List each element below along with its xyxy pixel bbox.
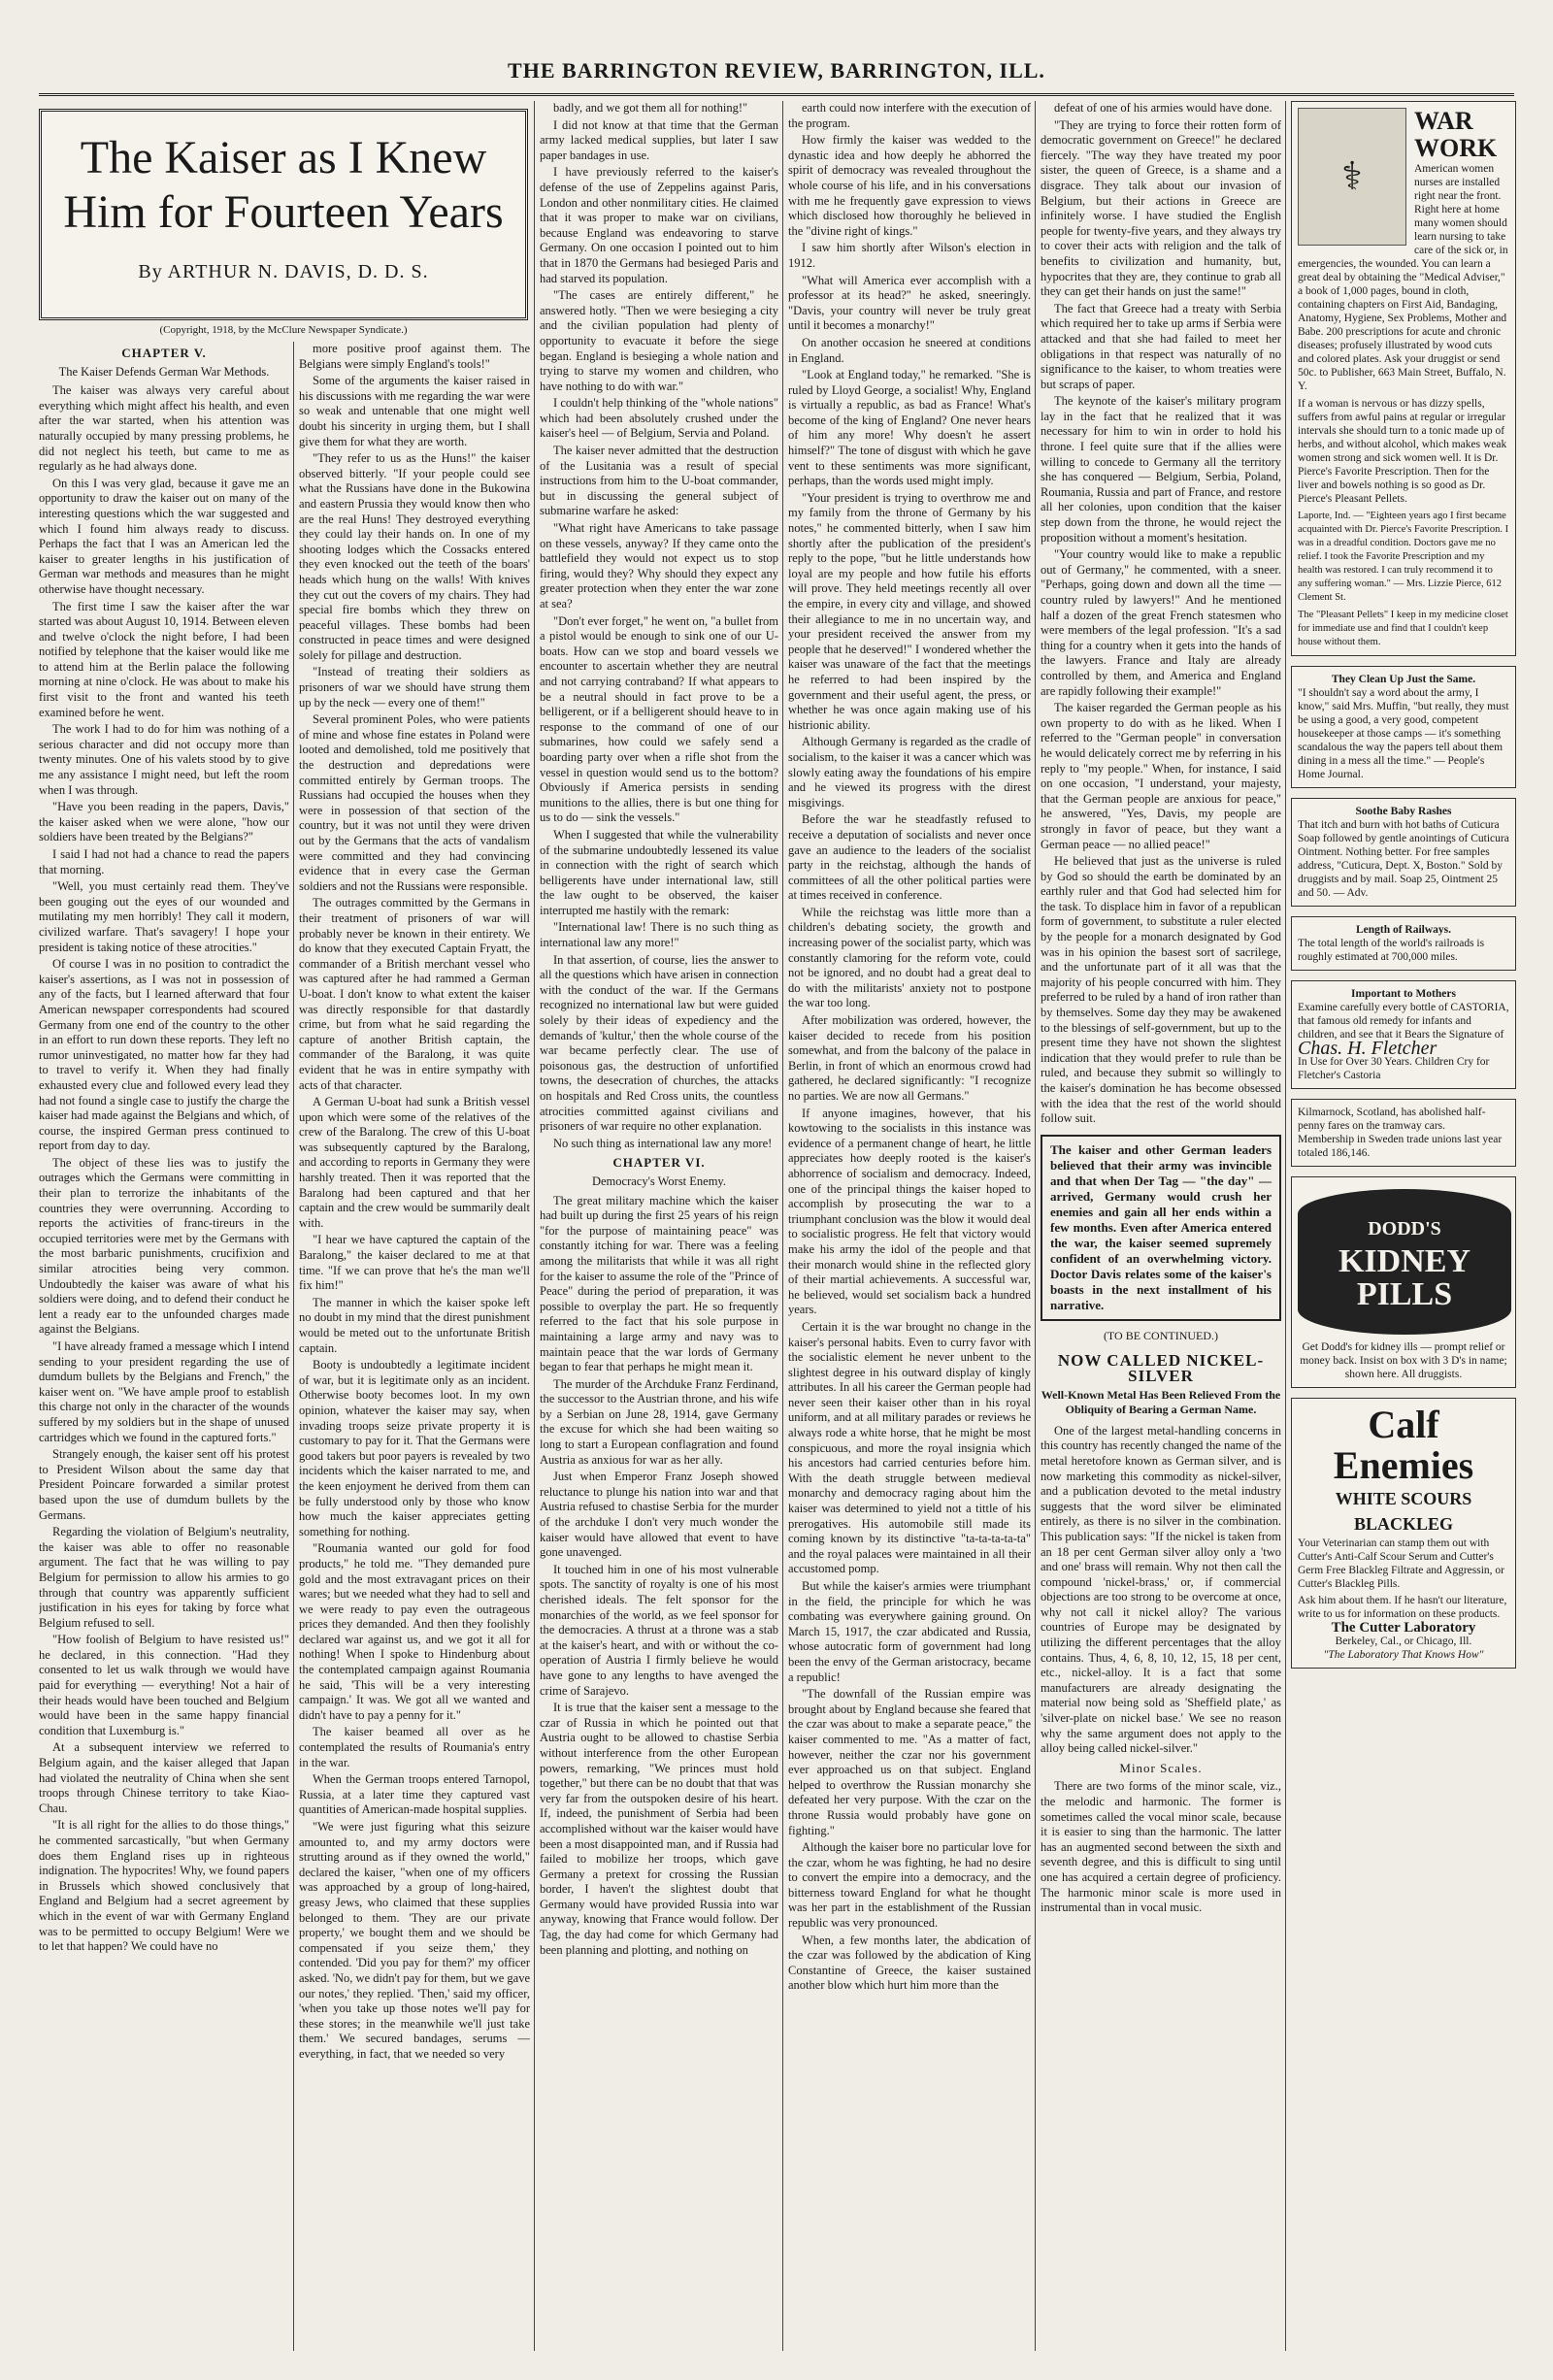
paragraph: But while the kaiser's armies were triumphant in the field, the principle for which he was combating was everywhere gaining ground. On March 15, 1917, the czar abdicated and Russia, whose autocratic form of government had long been the envy of the German aristocracy, became a republic!: [788, 1579, 1031, 1684]
paragraph: "They refer to us as the Huns!" the kaiser observed bitterly. "If your people could see what the Russians have done in the Bukowina and eastern Prussia they would know then who are the real Huns! They destroyed everything they could lay their hands on. In one of my shooting lodges which the Cossacks entered they even knocked out the teeth of the boars' heads which hung on the walls! With knives they cut out the covers of my chairs. They had special fire bombs which they threw on peaceful villages. These bombs had been constructed in peace times and were designed solely for pillage and destruction.: [299, 451, 530, 662]
cutter-body: Your Veterinarian can stamp them out with Cutter's Anti-Calf Scour Serum and Cutter's Germ Free Blackleg Filtrate and Aggressin, or Cutter's Blackleg Pills.: [1298, 1537, 1505, 1590]
paragraph: Certain it is the war brought no change in the kaiser's personal habits. Even to curry favor with the socialistic element he never unbent to the slightest degree in his outward display of kingly attributes. In all his career the German people had never seen their kaiser other than in his royal uniform, and at all military parades or reviews he always rode a white horse, that he might be most conspicuous, and more the royal insignia which his ancestors had carried centuries before him. With the death struggle between medieval monarchy and democracy raging about him the kaiser was determined to yield not a tittle of his prerogatives. His automobile still made its coming known by its distinctive "ta-ta-ta-ta-ta" and the royal palaces were maintained in all their accustomed pomp.: [788, 1319, 1031, 1576]
paragraph: When I suggested that while the vulnerability of the submarine undoubtedly lessened its value in connection with the right of search which belligerents have under international law, still the law ought to be observed, the kaiser interrupted me hastily with the remark:: [540, 827, 778, 917]
paragraph: The keynote of the kaiser's military program lay in the fact that he realized that it was necessary for him to win in order to hold his throne. I feel quite sure that if the allies were willing to concede to Germany all the territory she has conquered — Belgium, Serbia, Poland, Roumania, Russia and part of France, and restore all her colonies, upon condition that the kaiser step down from the throne, he would reject the proposition without a moment's hesitation.: [1041, 394, 1281, 545]
cutter-address: Berkeley, Cal., or Chicago, Ill.: [1335, 1636, 1472, 1647]
cutter-tagline: "The Laboratory That Knows How": [1323, 1649, 1484, 1661]
paragraph: When the German troops entered Tarnopol, Russia, at a later time they captured vast quantities of American-made hospital supplies.: [299, 1772, 530, 1817]
cutter-sub-1: WHITE SCOURS: [1335, 1489, 1472, 1508]
paragraph: Strangely enough, the kaiser sent off his protest to President Wilson about the same day that President Poincare forwarded a similar protest based upon the use of dumdum bullets by the Germans.: [39, 1447, 289, 1522]
column-3: [540, 101, 778, 2351]
paragraph: When, a few months later, the abdication of the czar was followed by the abdication of King Constantine of Greece, the kaiser sustained another blow which hurt him more than the: [788, 1933, 1031, 1993]
column-2: [299, 342, 530, 2351]
paragraph: He believed that just as the universe is ruled by God so should the earth be dominated by an earthly ruler and that God had selected him for the task. To displace him in favor of a republican form of government, to substitute a ruler elected by the people for a monarch designated by God was in his opinion the basest sort of sacrilege, and the unfortunate part of it all was that the majority of his people concurred with him. They preferred to be ruled by a hand of iron rather than by themselves. Some day they may be awakened to the blessings of self-government, but up to the present time they have not shown the slightest indication that they would prefer to rule than be ruled, and because they submit so willingly to the kaiser's domination he has become obsessed with the idea that the rest of the world should follow suit.: [1041, 854, 1281, 1126]
railways-body: The total length of the world's railroads is roughly estimated at 700,000 miles.: [1298, 938, 1485, 963]
paragraph: Some of the arguments the kaiser raised in his discussions with me regarding the war were so weak and untenable that one might well doubt his sincerity in urging them, but I shall give them for what they are worth.: [299, 374, 530, 448]
article-title: The Kaiser as I Knew Him for Fourteen Years: [63, 132, 504, 238]
paragraph: "It is all right for the allies to do those things," he commented sarcastically, "but when Germany does them England rises up in righteous indignation. The hypocrites! Why, we found papers in Brussels which showed conclusively that England and Belgium had a secret agreement by which in the event of war with Germany England was to be permitted to occupy Belgium! Were we to let that happen? We could have no: [39, 1818, 289, 1954]
paragraph: The fact that Greece had a treaty with Serbia which required her to take up arms if Serbia were attacked and that she had failed to meet her obligations in that respect was naturally of no significance to the kaiser, to whom treaties were but scraps of paper.: [1041, 301, 1281, 391]
kilmarnock-item: [1291, 1099, 1516, 1167]
paragraph: "How foolish of Belgium to have resisted us!" he declared, in this connection. "Had they consented to let us walk through we would have paid for everything — everything! Not a hair of their heads would have been touched and Belgium would have been in the same happy financial condition that Luxemburg is.": [39, 1633, 289, 1737]
paragraph: "Well, you must certainly read them. They've been gouging out the eyes of our wounded and mutilating my men horribly! They call it modern, civilized warfare. That's savagery! I hope your president is taking notice of these atrocities.": [39, 879, 289, 954]
tin-mid-label: KIDNEY: [1338, 1243, 1471, 1279]
editor-note-box: The kaiser and other German leaders believed that their army was invincible and that when Der Tag — "the day" — arrived, Germany would crush her enemies and gain all her ends within a few months. Even after America entered the war, the kaiser seemed supremely confident of an overwhelming victory. Doctor Davis relates some of the kaiser's boasts in the next installment of his narrative.: [1041, 1135, 1281, 1321]
clean-up-title: They Clean Up Just the Same.: [1331, 674, 1476, 685]
nickel-silver-headline: NOW CALLED NICKEL-SILVER: [1057, 1351, 1265, 1385]
paragraph: earth could now interfere with the execution of the program.: [788, 101, 1031, 130]
paragraph: Just when Emperor Franz Joseph showed reluctance to plunge his nation into war and that Austria refused to chastise Serbia for the murder of the archduke I don't very much wonder the kaiser would have allowed that event to have gone unavenged.: [540, 1470, 778, 1560]
column-rule: [293, 342, 294, 2351]
dodds-caption: Get Dodd's for kidney ills — prompt relief or money back. Insist on box with 3 D's in name; shown here. All druggists.: [1300, 1341, 1507, 1380]
ads-column: [1291, 101, 1516, 2351]
railways-title: Length of Railways.: [1355, 924, 1452, 936]
paragraph: One of the largest metal-handling concerns in this country has recently changed the name of the metal heretofore known as German silver, and is now marketing this commodity as nickel-silver, and a publication devoted to the metal industry suggests that the word silver be eliminated entirely, as there is no silver in the combination. This publication says: "If the nickel is taken from an 18 per cent German silver alloy only a 'two and one' brass will remain. Why not then call the compound 'nickel-brass,' or, if commercial objections are too strong to be overcome at once, why not call it nickel alloy? The various countries of Europe may be designated by utilizing the different percentages that the alloy contains. Thus, 4, 6, 8, 10, 12, 15, 18 per cent, etc., nickel-alloy. It is a fact that some manufacturers are already designating the material now being sold as 'Sheffield plate,' as 'silver-plate on nickel base.' We see no reason why the same argument does not apply to the alloy being called nickel-silver.": [1041, 1423, 1281, 1756]
paragraph: The kaiser regarded the German people as his own property to do with as he liked. When I referred to the "German people" in conversation he would delicately correct me by referring in his reply to "my people." When, for instance, I said on one occasion, "I understand, your majesty, that the German people are anxious for peace," he answered, "Yes, Davis, my people are strongly in favor of peace, but they want a German peace — no allied peace!": [1041, 701, 1281, 851]
paragraph: "I hear we have captured the captain of the Baralong," the kaiser declared to me at that time. "If we can prove that he's the man we'll fix him!": [299, 1233, 530, 1293]
masthead-title: THE BARRINGTON REVIEW, BARRINGTON, ILL.: [508, 58, 1045, 83]
paragraph: "Have you been reading in the papers, Davis," the kaiser asked when we were alone, "how our soldiers have been treated by the Belgians?": [39, 800, 289, 844]
fletcher-signature: Chas. H. Fletcher: [1298, 1038, 1437, 1059]
paragraph: I have previously referred to the kaiser's defense of the use of Zeppelins against Paris, London and other nonmilitary cities. He claimed that it was proper to make war on civilians, because England was endeavoring to starve Germany. On one occasion I pointed out to him that in 1870 the Germans had besieged Paris and had starved its population.: [540, 165, 778, 285]
castoria-ad: [1291, 980, 1516, 1089]
kilmarnock-body: Kilmarnock, Scotland, has abolished half-penny fares on the tramway cars.: [1298, 1107, 1486, 1132]
paragraph: On another occasion he sneered at conditions in England.: [788, 335, 1031, 365]
cutter-title-1: Calf: [1368, 1403, 1439, 1446]
masthead: [39, 39, 1514, 96]
paragraph: The kaiser never admitted that the destruction of the Lusitania was a result of special instructions from him to the U-boat commander, but in discussing the general subject of submarine warfare he asked:: [540, 444, 778, 518]
cutter-title-2: Enemies: [1333, 1443, 1474, 1487]
paragraph: "What will America ever accomplish with a professor at its head?" he asked, sneeringly. "Davis, your country will never be truly great until it becomes a monarchy!": [788, 273, 1031, 333]
chapter-5-heading: CHAPTER V.: [121, 346, 207, 360]
paragraph: It is true that the kaiser sent a message to the czar of Russia in which he pointed out that Austria ought to be allowed to chastise Serbia without interference from the other European powers, remarking, "We princes must hold together," but there can be no doubt that that was very far from the outspoken desire of his heart. If, indeed, the punishment of Serbia had been accomplished without war the kaiser would have been a most disappointed man, and if Russia had failed to mobilize her troops, which gave Germany a pretext for crossing the Russian border, I haven't the slightest doubt that Germany would have provided Russia into war anyway, knowing that France would follow. Der Tag, the day had come for which Germany had been planning and plotting, and nothing on: [540, 1701, 778, 1957]
paragraph: "The cases are entirely different," he answered hotly. "Then we were besieging a city and the civilian population had plenty of opportunity to evacuate it before the siege began. England is besieging a whole nation and trying to starve my women and children, who have nothing to do with war.": [540, 288, 778, 393]
castoria-footer: In Use for Over 30 Years. Children Cry for Fletcher's Castoria: [1298, 1056, 1490, 1081]
paragraph: "They are trying to force their rotten form of democratic government on Greece!" he declared fiercely. "The way they have treated my poor sister, the queen of Greece, is a shame and a disgrace. They talk about our invasion of Belgium, but their actions in Greece are infinitely worse. I have studied the English people for twenty-five years, and they always try to cover their acts with religion and the talk of benefits to civilization and humanity, but, hypocrites that they are, they continue to grab all they can get their hands on just the same!": [1041, 117, 1281, 299]
paragraph: I couldn't help thinking of the "whole nations" which had been absolutely crushed under the kaiser's heel — of Belgium, Servia and Poland.: [540, 396, 778, 441]
paragraph: badly, and we got them all for nothing!": [553, 101, 748, 115]
column-5: [1041, 101, 1281, 2351]
railways-item: [1291, 916, 1516, 971]
clean-up-body: "I shouldn't say a word about the army, I know," said Mrs. Muffin, "but really, they must be using a good, a very good, competent housekeeper at those camps — it's something scandalous the way the papers tell about them dining in a mess all the time." — People's Home Journal.: [1298, 687, 1509, 780]
paragraph: Although Germany is regarded as the cradle of socialism, to the kaiser it was a cancer which was slowly eating away the foundations of his empire and he viewed its progress with the direst misgivings.: [788, 735, 1031, 810]
paragraph: "The downfall of the Russian empire was brought about by England because she feared that the czar was about to make a separate peace," the kaiser commented to me. "As a matter of fact, however, neither the czar nor his government ever approached us on that subject. England helped to overthrow the Russian monarchy she defeated her very purpose. With the czar on the throne Russia would probably have gone on fighting.": [788, 1687, 1031, 1837]
chapter-6-subhead: Democracy's Worst Enemy.: [591, 1173, 726, 1188]
minor-scales-heading: Minor Scales.: [1119, 1760, 1203, 1775]
paragraph: "Look at England today," he remarked. "She is ruled by Lloyd George, a socialist! Why, England is virtually a republic, as bad as France! What's become of the king of England? One never hears of him any more! Why doesn't he assert himself?" The tone of disgust with which he gave vent to these sentiments was more significant, perhaps, than the words used might imply.: [788, 368, 1031, 488]
copyright-line: (Copyright, 1918, by the McClure Newspaper Syndicate.): [159, 324, 408, 336]
paragraph: I saw him shortly after Wilson's election in 1912.: [788, 241, 1031, 270]
war-work-testimonial: Laporte, Ind. — "Eighteen years ago I first became acquainted with Dr. Pierce's Favorite Prescription. I was in a dreadful condition. Doctors gave me no relief. I took the Favorite Prescription and my health was restored. I can truly recommend it to any suffering woman." — Mrs. Lizzie Pierce, 612 Clement St.: [1298, 511, 1509, 603]
paragraph: "I have already framed a message which I intend sending to your president regarding the use of dumdum bullets by the Belgians and French," the kaiser went on. "We have ample proof to establish this charge not only in the character of the wounds suffered by my soldiers but in the shape of unused cartridges which we found in the captured forts.": [39, 1339, 289, 1444]
paragraph: Of course I was in no position to contradict the kaiser's assertions, as I was not in possession of any of the facts, but I learned afterward that four American newspaper correspondents had scoured Germany from one end of the country to the other in an effort to run down these reports. They left no rumor uninvestigated, no matter how far they had to travel to verify it. When they had finally exhausted every clue and followed every lead they had not found a single case to justify the charge the kaiser had made against the Belgians and which, of course, the inspired German press continued to report from day to day.: [39, 957, 289, 1153]
clean-up-item: [1291, 666, 1516, 788]
paragraph: "We were just figuring what this seizure amounted to, and my army doctors were strutting around as if they owned the world," declared the kaiser, "when one of my officers was approached by a group of long-haired, greasy Jews, who claimed that these supplies belonged to them. 'They are our private property,' we bought them and we should be compensated if you seize them,' they contended. 'Did you pay for them?' my officer asked. 'No, we didn't pay for them, but we gave our notes,' they replied. 'Then,' said my officer, 'when you take up those notes we'll pay for these stores; in the meanwhile we'll just take them.' We secured bandages, serums — everything, in fact, that we needed so very: [299, 1820, 530, 2061]
dodds-pill-tin-icon: [1298, 1189, 1511, 1335]
paragraph: A German U-boat had sunk a British vessel upon which were some of the relatives of the crew of the Baralong. The crew of this U-boat was subsequently captured by the Baralong, and according to reports in Germany they were harshly treated. Then it was reported that the Baralong had been captured and that her captain and the crew would be summarily dealt with.: [299, 1095, 530, 1230]
chapter-6-heading: CHAPTER VI.: [612, 1155, 706, 1171]
paragraph: Booty is undoubtedly a legitimate incident of war, but it is legitimate only as an incident. Otherwise booty becomes loot. In my own opinion, whatever the kaiser may say, when invading troops seize private property it is customary to pay for it. That the Germans were good takers but poor payers is revealed by two incidents which the kaiser narrated to me, and the keen enjoyment he derived from them can be fully understood only by those who know how much the kaiser appreciates getting something for nothing.: [299, 1358, 530, 1538]
paragraph: The object of these lies was to justify the outrages which the Germans were committing in their plan to terrorize the inhabitants of the countries they were overrunning. According to reports the activities of franc-tireurs in the occupied territories were met by the Germans with the most barbaric punishments, crucifixion and similar atrocities being very common. Undoubtedly the kaiser was aware of what his soldiers were doing, and to defend their conduct he lent a ready ear to the unfounded charges made against the Belgians.: [39, 1155, 289, 1337]
castoria-title: Important to Mothers: [1351, 988, 1456, 1000]
sweden-body: Membership in Sweden trade unions last year totaled 186,146.: [1298, 1134, 1503, 1159]
cutter-ad: [1291, 1398, 1516, 1669]
war-work-body: American women nurses are installed right near the front. Right here at home many women should learn nursing to take care of the sick or, in emergencies, the wounded. You can learn a great deal by obtaining the "Medical Adviser," a book of 1,000 pages, bound in cloth, containing chapters on First Aid, Bandaging, Anatomy, Hygiene, Sex Problems, Mother and Babe. 200 prescriptions for acute and chronic diseases; profusely illustrated by wood cuts and colored plates. Ask your druggist or send 50c. to Publisher, 663 Main Street, Buffalo, N. Y.: [1298, 163, 1508, 392]
paragraph: "Roumania wanted our gold for food products," he told me. "They demanded pure gold and the most extravagant prices on their wares; but we needed what they had to sell and we were ready to pay even the outrageous prices they demanded. And then they foolishly declared war against us, and we got it all for nothing! When I spoke to Hindenburg about the contemplated campaign against Roumania he said, 'This will be a very interesting campaign.' It was. We got all we wanted and didn't have to pay a penny for it.": [299, 1541, 530, 1722]
paragraph: At a subsequent interview we referred to Belgium again, and the kaiser alleged that Japan had violated the neutrality of China when she sent troops through Chinese territory to take Kiao-Chau.: [39, 1740, 289, 1815]
paragraph: The first time I saw the kaiser after the war started was about August 10, 1914. Between eleven and twelve o'clock the night before, I had been notified by telephone that the kaiser would like me to attend him at the Berlin palace the following morning at nine o'clock. He was about to make his first visit to the front and wanted his teeth examined before he went.: [39, 599, 289, 719]
column-1-text: [39, 342, 289, 2351]
article-headline-box: [39, 109, 528, 320]
soothe-baby-ad: [1291, 798, 1516, 907]
paragraph: No such thing as international law any more!: [553, 1136, 773, 1150]
paragraph: "Your country would like to make a republic out of Germany," he commented, with a sneer. "Perhaps, going down and down all the time — country ruled by lawyers!" And he mentioned half a dozen of the great French statesmen who were members of the legal profession. "It's a sad thing for a country when it gets into the hands of the lawyers. France and Italy are already controlled by them, and America and England are rapidly following their example!": [1041, 547, 1281, 698]
war-work-body-2: If a woman is nervous or has dizzy spells, suffers from awful pains at regular or irregular intervals she should turn to a tonic made up of herbs, and without alcohol, which makes weak women strong and sick women well. It is Dr. Pierce's Favorite Prescription. Then for the liver and bowels nothing is so good as Dr. Pierce's Pleasant Pellets.: [1298, 398, 1507, 505]
paragraph: I said I had not had a chance to read the papers that morning.: [39, 847, 289, 876]
cutter-body-2: Ask him about them. If he hasn't our literature, write to us for information on these products.: [1298, 1595, 1507, 1620]
column-rule: [534, 101, 535, 2351]
column-4: [788, 101, 1031, 2351]
paragraph: "International law! There is no such thing as international law any more!": [540, 920, 778, 950]
paragraph: There are two forms of the minor scale, viz., the melodic and harmonic. The former is sometimes called the vocal minor scale, because it is easier to sing than the harmonic. The latter has an augmented second between the sixth and seventh degree, and this is difficult to sing until one has acquired a certain degree of proficiency. The harmonic minor scale is more used in instrumental than in vocal music.: [1041, 1779, 1281, 1915]
paragraph: The manner in which the kaiser spoke left no doubt in my mind that the direst punishment would be meted out to the unfortunate British captain.: [299, 1295, 530, 1355]
cutter-company: The Cutter Laboratory: [1331, 1620, 1476, 1636]
paragraph: Regarding the violation of Belgium's neutrality, the kaiser was able to offer no reasonable argument. The fact that he was willing to pay Belgium for permission to allow his armies to go through that country was apparently sufficient justification in his eyes for taking by force what Belgium refused to sell.: [39, 1525, 289, 1630]
paragraph: "What right have Americans to take passage on these vessels, anyway? If they came onto the battlefield they would not expect us to stop firing, would they? Why should they expect any greater protection when they enter the war zone at sea?: [540, 521, 778, 611]
article-byline: By ARTHUR N. DAVIS, D. D. S.: [138, 261, 429, 282]
paragraph: "Don't ever forget," he went on, "a bullet from a pistol would be enough to sink one of our U-boats. How can we stop and board vessels we encounter to ascertain whether they are neutral and not carrying contraband? If what appears to be a neutral should in fact prove to be a belligerent, or if a belligerent should heave to in response to the command of one of our submarines, how could we safely send a boarding party over when a rifle shot from the vessel in question would send us to the bottom? Obviously if America persists in sending munitions to the allies, there is but one thing for us to do — sink the vessels.": [540, 613, 778, 825]
cutter-sub-2: BLACKLEG: [1353, 1514, 1454, 1534]
column-rule: [1285, 101, 1286, 2351]
war-work-footer: The "Pleasant Pellets" I keep in my medicine closet for immediate use and find that I couldn't keep house without them.: [1298, 610, 1508, 647]
paragraph: Although the kaiser bore no particular love for the czar, whom he was fighting, he had no desire to convert the empire into a democracy, and the bitterness toward England for what he thought was her part in the establishment of the Russian republic was very pronounced.: [788, 1840, 1031, 1931]
tin-top-label: DODD'S: [1368, 1218, 1441, 1240]
nurse-illustration-icon: ⚕: [1298, 108, 1406, 246]
paragraph: The great military machine which the kaiser had built up during the first 25 years of his reign "for the purpose of maintaining peace" was constantly itching for war. There was a feeling among the militarists that while it was all right for the kaiser to assume the role of the "Prince of Peace" during the period of preparation, it was possible to overplay the part. He so frequently referred to the fact that his sole purpose in maintaining a large army and navy was to maintain peace that the war lords of Germany began to fear that perhaps he might mean it.: [540, 1193, 778, 1374]
column-rule: [782, 101, 783, 2351]
paragraph: The outrages committed by the Germans in their treatment of prisoners of war will probably never be known in their entirety. We do know that they executed Captain Fryatt, the commander of a British merchant vessel who was captured after he had rammed a German U-boat. I don't know to what extent the kaiser was directly responsible for that dastardly crime, but from what he said regarding the capture of another British captain, the commander of the Baralong, it was quite evident that he was in entire sympathy with acts of that character.: [299, 896, 530, 1092]
paragraph: "Instead of treating their soldiers as prisoners of war we should have strung them up by the neck — every one of them!": [299, 665, 530, 710]
chapter-5-subhead: The Kaiser Defends German War Methods.: [58, 364, 270, 379]
war-work-ad: [1291, 101, 1516, 656]
soothe-title: Soothe Baby Rashes: [1355, 806, 1452, 817]
paragraph: The murder of the Archduke Franz Ferdinand, the successor to the Austrian throne, and his wife by a Serbian on June 28, 1914, gave Germany the excuse for which she had been waiting so long to start a European conflagration and found Austria as anxious for war as her ally.: [540, 1376, 778, 1467]
paragraph: If anyone imagines, however, that his kowtowing to the socialists in this instance was evidence of a permanent change of heart, he little appreciates how deeply rooted is the kaiser's abhorrence of socialism and democracy. Indeed, one of the principal things the kaiser hoped to accomplish by prosecuting the war to a triumphant conclusion was the blow it would deal to socialistic progress. He felt that victory would make his army the idol of the people and that their monarch would shine in the reflected glory of their martial achievements. A successful war, he believed, would set socialism back a hundred years.: [788, 1106, 1031, 1317]
tin-bot-label: PILLS: [1356, 1276, 1453, 1312]
war-work-title: WAR WORK: [1414, 107, 1498, 162]
paragraph: "Your president is trying to overthrow me and my family from the throne of Germany by his notes," he commented bitterly, when I saw him shortly after the publication of the president's reply to the pope, "but he little understands how loyal are my people and how futile his efforts will prove. They held meetings recently all over the empire, in every city and village, and showed their allegiance to me in no uncertain way, and your president received the answer from my people that he deserved!" I wondered whether the kaiser was unaware of the fact that the meetings he referred to had been inspired by the government and their useful agent, the press, or whether he was once again making use of his histrionic ability.: [788, 490, 1031, 732]
paragraph: In that assertion, of course, lies the answer to all the questions which have arisen in connection with the conduct of the war. If the Germans recognized no international law but were guided solely by their ideas of expediency and the demands of 'kultur,' then the whole course of the war became perfectly clear. The use of poisonous gas, the destruction of unfortified towns, the desecration of churches, the attacks on hospitals and Red Cross units, the countless atrocities committed against civilians and prisoners of war require no other explanation.: [540, 952, 778, 1134]
paragraph: On this I was very glad, because it gave me an opportunity to draw the kaiser out on many of the interesting questions which the war suggested and which I found him always ready to discuss. Perhaps the fact that I was an American led the kaiser to greater lengths in his justification of German war methods and measures than he might otherwise have thought necessary.: [39, 476, 289, 596]
paragraph: Before the war he steadfastly refused to receive a deputation of socialists and never once gave an audience to the leaders of the socialist party in the reichstag, although the hands of committees of all the other political parties were at times received in conference.: [788, 812, 1031, 903]
paragraph: After mobilization was ordered, however, the kaiser decided to recede from his position somewhat, and from the balcony of the palace in Berlin, in front of which an enormous crowd had gathered, he declared significantly: "I recognize no parties. We are now all Germans.": [788, 1013, 1031, 1103]
paragraph: While the reichstag was little more than a children's debating society, the growth and increasing power of the socialist party, which was constantly clamoring for the reform vote, could not be ignored, and no doubt had a great deal to do with the militarists' anxiety not to postpone the war too long.: [788, 905, 1031, 1010]
castoria-body: Examine carefully every bottle of CASTORIA, that famous old remedy for infants and children, and see that it Bears the Signature of: [1298, 1002, 1509, 1041]
paragraph: The kaiser was always very careful about everything which might affect his health, and even after the war started, when his attention was naturally occupied by many pressing problems, he did not neglect his teeth, but came to me as regularly as he had always done.: [39, 383, 289, 474]
soothe-body: That itch and burn with hot baths of Cuticura Soap followed by gentle anointings of Cuticura Ointment. Nothing better. For free samples address, "Cuticura, Dept. X, Boston." Sold by druggists and by mail. Soap 25, Ointment 25 and 50. — Adv.: [1298, 819, 1509, 899]
paragraph: Several prominent Poles, who were patients of mine and whose fine estates in Poland were looted and demolished, told me positively that the destruction and depredations were committed entirely by German troops. The Russians had occupied the houses when they were in possession of that section of the country, but it was not until they were driven out by the Germans that the acts of vandalism were committed and they had convincing evidence that in every case the German soldiers and not the Russians were responsible.: [299, 712, 530, 893]
paragraph: I did not know at that time that the German army lacked medical supplies, but later I saw paper bandages in use.: [540, 117, 778, 162]
to-be-continued: (TO BE CONTINUED.): [1103, 1328, 1219, 1342]
dodds-ad: [1291, 1176, 1516, 1388]
paragraph: How firmly the kaiser was wedded to the dynastic idea and how deeply he abhorred the spirit of democracy was revealed throughout the whole course of his life, and in his conversations with me he frequently gave expression to views which disclosed how thoroughly he believed in the "divine right of kings.": [788, 133, 1031, 238]
paragraph: The work I had to do for him was nothing of a serious character and did not occupy more than twenty minutes. One of his valets stood by to give me any assistance I might need, but left the room when I was through.: [39, 722, 289, 797]
paragraph: more positive proof against them. The Belgians were simply England's tools!": [299, 342, 530, 371]
paragraph: defeat of one of his armies would have done.: [1054, 101, 1272, 115]
column-rule: [1035, 101, 1036, 2351]
paragraph: It touched him in one of his most vulnerable spots. The sanctity of royalty is one of his most cherished ideals. The felt sponsor for the monarchies of the world, as we feel sponsor for the democracies. A thrust at a throne was a stab at the kaiser's heart, and with or without the co-operation of Austria I firmly believe he would have gone to any lengths to have avenged the crime of Sarajevo.: [540, 1562, 778, 1698]
paragraph: The kaiser beamed all over as he contemplated the results of Roumania's entry in the war.: [299, 1725, 530, 1769]
nickel-silver-subhead: Well-Known Metal Has Been Relieved From the Obliquity of Bearing a German Name.: [1041, 1387, 1281, 1417]
